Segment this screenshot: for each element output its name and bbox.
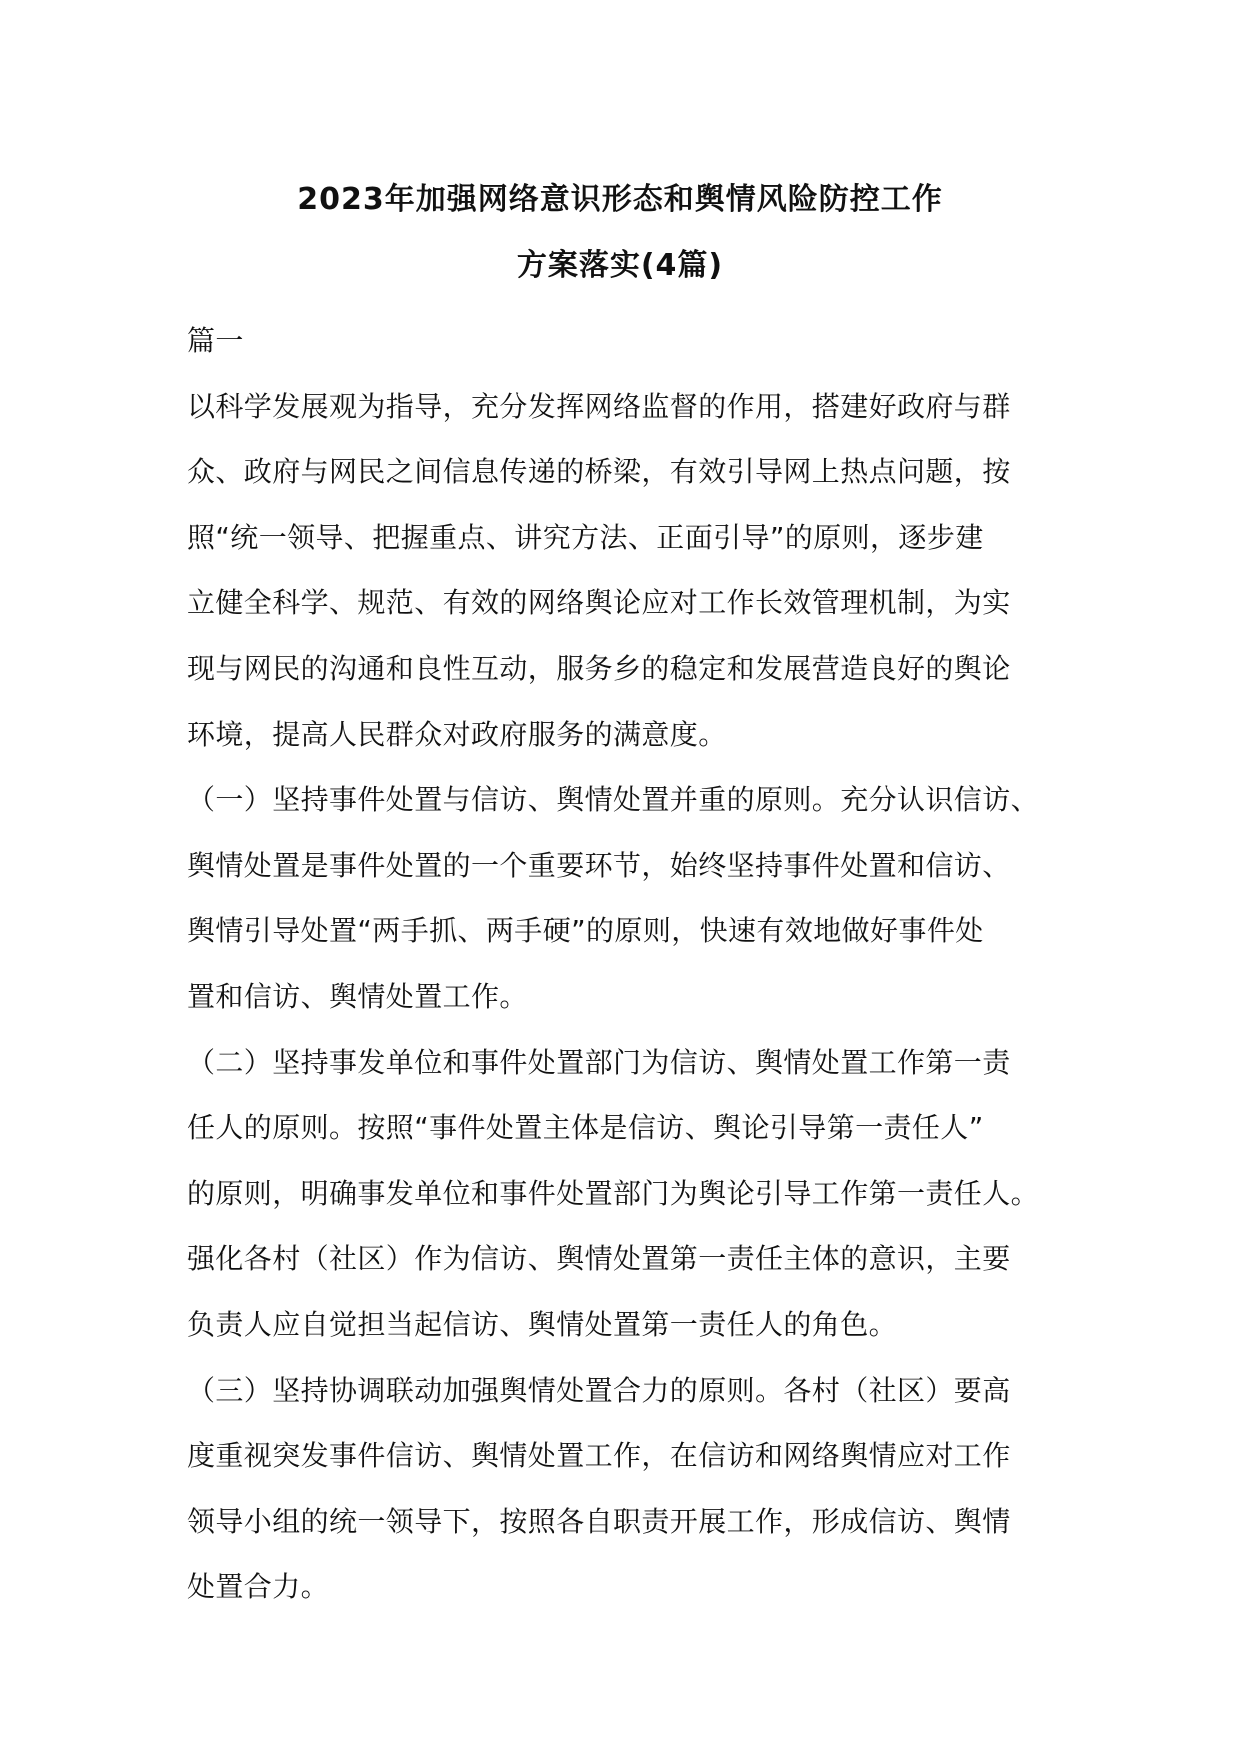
body-line: 领导小组的统一领导下，按照各自职责开展工作，形成信访、舆情 xyxy=(187,1504,1011,1538)
body-line: 舆情处置是事件处置的一个重要环节，始终坚持事件处置和信访、 xyxy=(187,848,1011,882)
body-line: 任人的原则。按照“事件处置主体是信访、舆论引导第一责任人” xyxy=(187,1111,984,1145)
document-body xyxy=(187,308,1067,1620)
body-line: 的原则，明确事发单位和事件处置部门为舆论引导工作第一责任人。 xyxy=(187,1176,1040,1210)
body-line: 强化各村（社区）作为信访、舆情处置第一责任主体的意识，主要 xyxy=(187,1242,1011,1276)
body-line: （三）坚持协调联动加强舆情处置合力的原则。各村（社区）要高 xyxy=(187,1373,1011,1407)
body-line: 负责人应自觉担当起信访、舆情处置第一责任人的角色。 xyxy=(187,1307,898,1341)
body-line: 现与网民的沟通和良性互动，服务乡的稳定和发展营造良好的舆论 xyxy=(187,651,1011,685)
body-line: 处置合力。 xyxy=(187,1570,330,1604)
body-line: 照“统一领导、把握重点、讲究方法、正面引导”的原则，逐步建 xyxy=(187,520,984,554)
section-heading: 篇一 xyxy=(187,324,244,357)
body-line: 众、政府与网民之间信息传递的桥梁，有效引导网上热点问题，按 xyxy=(187,455,1011,489)
body-line: （一）坚持事件处置与信访、舆情处置并重的原则。充分认识信访、 xyxy=(187,783,1040,817)
body-line: 以科学发展观为指导，充分发挥网络监督的作用，搭建好政府与群 xyxy=(187,389,1011,423)
body-line: 立健全科学、规范、有效的网络舆论应对工作长效管理机制，为实 xyxy=(187,586,1011,620)
body-line: 置和信访、舆情处置工作。 xyxy=(187,979,528,1013)
document-title-line-2: 方案落实(4篇) xyxy=(516,248,724,283)
body-line: 舆情引导处置“两手抓、两手硬”的原则，快速有效地做好事件处 xyxy=(187,914,984,948)
body-line: （二）坚持事发单位和事件处置部门为信访、舆情处置工作第一责 xyxy=(187,1045,1011,1079)
document-title-line-1: 2023年加强网络意识形态和舆情风险防控工作 xyxy=(297,182,943,217)
body-line: 环境，提高人民群众对政府服务的满意度。 xyxy=(187,717,727,751)
body-line: 度重视突发事件信访、舆情处置工作，在信访和网络舆情应对工作 xyxy=(187,1439,1011,1473)
